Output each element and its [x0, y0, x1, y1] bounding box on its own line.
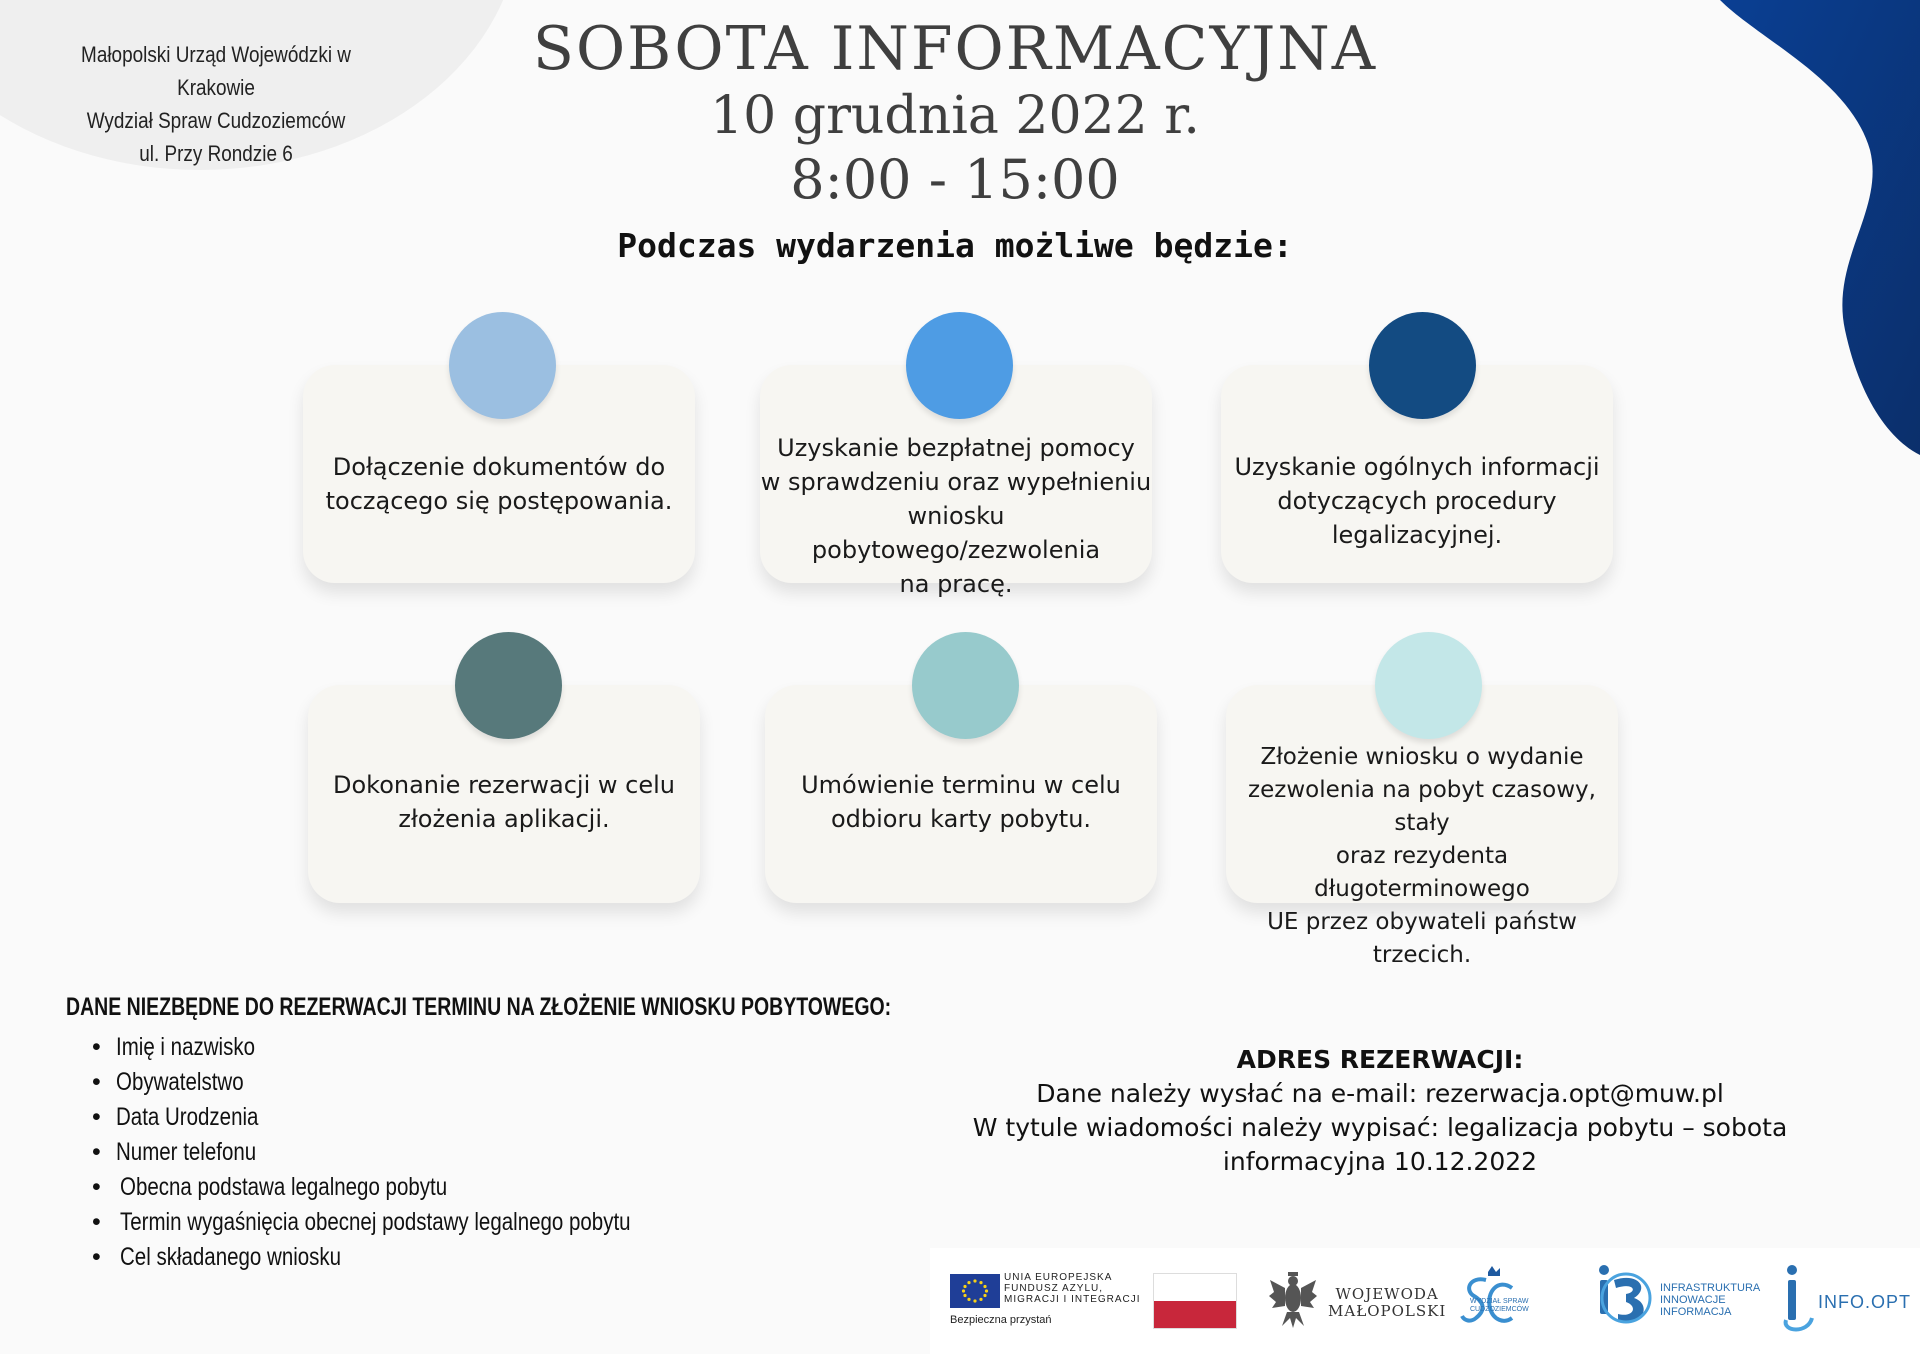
card-text [1226, 741, 1618, 972]
wojewoda-logo-line: WOJEWODA [1335, 1285, 1439, 1303]
event-subtitle: Podczas wydarzenia możliwe będzie: [617, 226, 1293, 265]
iii-logo-line: INNOWACJE [1660, 1294, 1726, 1306]
card-text-line: odbioru karty pobytu. [830, 805, 1092, 833]
circle-icon [912, 632, 1019, 739]
list-item-text: Termin wygaśnięcia obecnej podstawy legalnego pobytu [120, 1208, 631, 1236]
bullet-icon: • [92, 1103, 101, 1131]
card-text-line: legalizacyjnej. [1331, 521, 1503, 549]
bullet-icon: • [92, 1138, 101, 1166]
card-text-line: Uzyskanie ogólnych informacji [1234, 453, 1600, 481]
event-title: SOBOTA INFORMACYJNA [532, 14, 1378, 84]
address-title: ADRES REZERWACJI: [1236, 1045, 1524, 1074]
circle-icon [1375, 632, 1482, 739]
address-line: Dane należy wysłać na e-mail: rezerwacja.opt@muw.pl [1036, 1079, 1724, 1108]
decorative-wave-top-right [1720, 0, 1920, 470]
wojewoda-logo-line: MAŁOPOLSKI [1328, 1302, 1447, 1320]
card-text [760, 431, 1152, 601]
list-item-text: Data Urodzenia [116, 1103, 259, 1131]
address-line: informacyjna 10.12.2022 [1222, 1147, 1538, 1176]
bullet-icon: • [92, 1208, 101, 1236]
sc-logo-text [1470, 1298, 1529, 1314]
list-item-text: Obecna podstawa legalnego pobytu [120, 1173, 448, 1201]
iii-logo-icon [1594, 1262, 1658, 1334]
circle-icon [906, 312, 1013, 419]
eu-logo-subtitle: Bezpieczna przystań [950, 1314, 1052, 1326]
card-text [308, 768, 700, 836]
list-item-text: Obywatelstwo [116, 1068, 244, 1096]
requirements-title: DANE NIEZBĘDNE DO REZERWACJI TERMINU NA ZŁOŻENIE WNIOSKU POBYTOWEGO: [66, 993, 892, 1021]
card-text-line: w sprawdzeniu oraz wypełnieniu [760, 468, 1152, 496]
address-line: W tytule wiadomości należy wypisać: legalizacja pobytu – sobota [972, 1113, 1788, 1142]
card-text-line: oraz rezydenta długoterminowego [1314, 843, 1530, 902]
list-item-text: Numer telefonu [116, 1138, 257, 1166]
office-name: Małopolski Urząd Wojewódzki w Krakowie [81, 42, 351, 100]
reservation-address [930, 1043, 1830, 1179]
iii-logo-text [1660, 1282, 1760, 1318]
card-text-line: toczącego się postępowania. [325, 487, 673, 515]
bullet-icon: • [92, 1033, 101, 1061]
poland-flag-icon [1153, 1273, 1237, 1329]
card-text-line: trzecich. [1372, 942, 1472, 968]
bullet-icon: • [92, 1068, 101, 1096]
info-opt-logo-text: INFO.OPT [1818, 1292, 1911, 1312]
list-item-text: Imię i nazwisko [116, 1033, 255, 1061]
eu-flag-icon [950, 1274, 1000, 1308]
iii-logo-line: INFORMACJA [1660, 1306, 1732, 1318]
card-text-line: zezwolenia na pobyt czasowy, stały [1248, 777, 1596, 836]
card-text-line: wniosku pobytowego/zezwolenia [811, 502, 1101, 564]
office-street: ul. Przy Rondzie 6 [139, 141, 293, 166]
card-text-line: Umówienie terminu w celu [801, 771, 1121, 799]
bullet-icon: • [92, 1243, 101, 1271]
office-address [20, 38, 412, 170]
wojewoda-logo-text [1328, 1286, 1446, 1320]
card-text [1221, 450, 1613, 552]
list-item-text: Cel składanego wniosku [120, 1243, 342, 1271]
card-text-line: Dołączenie dokumentów do [332, 453, 666, 481]
card-text-line: UE przez obywateli państw [1267, 909, 1577, 935]
eu-logo-line: MIGRACJI I INTEGRACJI [1004, 1294, 1141, 1305]
circle-icon [1369, 312, 1476, 419]
card-text [303, 450, 695, 518]
card-text-line: na pracę. [899, 570, 1013, 598]
iii-logo-line: INFRASTRUKTURA [1660, 1282, 1761, 1294]
eu-logo-line: FUNDUSZ AZYLU, [1004, 1283, 1104, 1294]
info-opt-logo-icon [1778, 1262, 1818, 1334]
card-text-line: Złożenie wniosku o wydanie [1260, 744, 1584, 770]
bullet-icon: • [92, 1173, 101, 1201]
card-text-line: dotyczących procedury [1277, 487, 1557, 515]
circle-icon [449, 312, 556, 419]
card-text-line: złożenia aplikacji. [398, 805, 610, 833]
circle-icon [455, 632, 562, 739]
card-text [765, 768, 1157, 836]
card-text-line: Uzyskanie bezpłatnej pomocy [777, 434, 1135, 462]
event-date: 10 grudnia 2022 r. [710, 86, 1200, 146]
sponsor-logos [930, 1248, 1920, 1354]
sc-logo-line: CUDZOZIEMCÓW [1470, 1306, 1529, 1313]
card-text-line: Dokonanie rezerwacji w celu [332, 771, 675, 799]
sc-logo-line: WYDZIAŁ SPRAW [1470, 1298, 1529, 1305]
office-department: Wydział Spraw Cudzoziemców [86, 108, 346, 133]
eagle-emblem-icon [1268, 1272, 1318, 1330]
eu-logo-text [1004, 1272, 1141, 1305]
event-time: 8:00 - 15:00 [790, 148, 1120, 211]
eu-logo-line: UNIA EUROPEJSKA [1004, 1272, 1113, 1283]
